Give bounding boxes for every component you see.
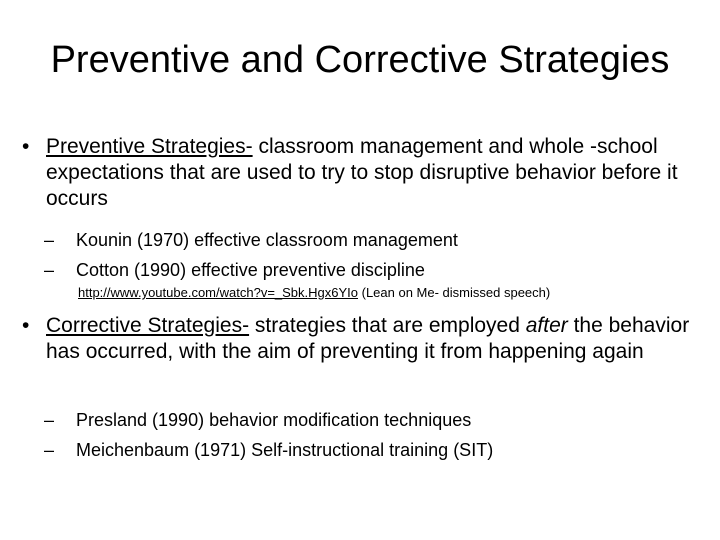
bullet-preventive bbox=[22, 134, 702, 212]
sub-item-cotton bbox=[44, 256, 684, 284]
sub-item-kounin bbox=[44, 226, 684, 254]
bullet-body-preventive: classroom management and whole -school expectations that are used to try to stop disruptive behavior before it occurs bbox=[46, 135, 678, 210]
sub-text: Cotton (1990) effective preventive discipline bbox=[76, 260, 425, 280]
sub-dash: – bbox=[44, 440, 55, 460]
bullet-dot: • bbox=[22, 314, 30, 337]
youtube-link[interactable]: http://www.youtube.com/watch?v=_Sbk.Hgx6YIo bbox=[78, 285, 359, 300]
bullet-corrective bbox=[22, 313, 702, 365]
bullet-dot: • bbox=[22, 135, 30, 158]
sub-dash: – bbox=[44, 410, 55, 430]
link-note: (Lean on Me- dismissed speech) bbox=[358, 285, 551, 300]
sub-item-meichenbaum bbox=[44, 436, 684, 464]
slide-title: Preventive and Corrective Strategies bbox=[50, 39, 670, 81]
sub-dash: – bbox=[44, 260, 55, 280]
bullet-text bbox=[46, 313, 702, 365]
sub-text: Presland (1990) behavior modification techniques bbox=[76, 410, 472, 430]
bullet-heading-preventive: Preventive Strategies- bbox=[46, 135, 253, 158]
bullet-heading-corrective: Corrective Strategies- bbox=[46, 314, 250, 337]
bullet-body-corrective-a: strategies that are employed bbox=[249, 314, 526, 337]
sub-item-presland bbox=[44, 406, 684, 434]
bullet-emphasis: after bbox=[525, 314, 568, 337]
bullet-text bbox=[46, 134, 702, 212]
sub-text: Meichenbaum (1971) Self-instructional training (SIT) bbox=[76, 440, 494, 460]
video-link-line bbox=[78, 284, 698, 302]
bullet-body-corrective-b: the behavior has occurred, with the aim of preventing it from happening again bbox=[46, 314, 690, 363]
sub-text: Kounin (1970) effective classroom management bbox=[76, 230, 458, 250]
sub-dash: – bbox=[44, 230, 55, 250]
